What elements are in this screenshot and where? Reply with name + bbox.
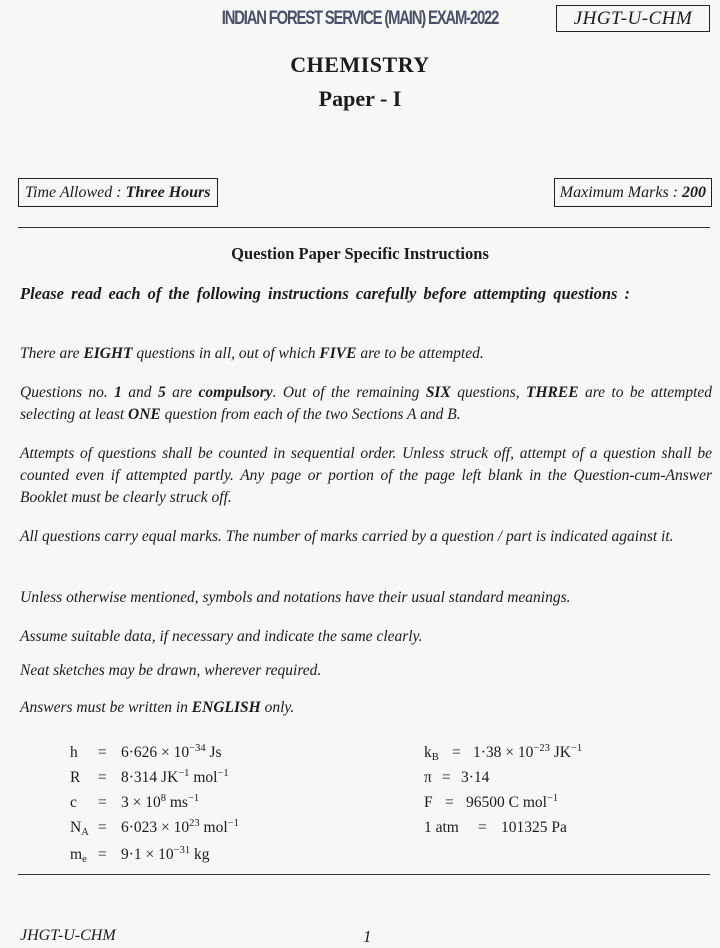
instruction-english: Answers must be written in ENGLISH only. xyxy=(20,699,295,716)
maximum-marks-box xyxy=(554,178,712,207)
divider-bottom xyxy=(18,874,710,875)
const-h-value: $6\cdot 626 \times 10^{-34}$ Js xyxy=(121,743,222,761)
const-pi-value: 3·14 xyxy=(461,769,490,786)
time-label: Time Allowed : xyxy=(25,184,126,201)
const-R-eq: = xyxy=(98,769,107,786)
instruction-notations: Unless otherwise mentioned, symbols and notations have their usual standard meanings. xyxy=(20,589,571,606)
time-value: Three Hours xyxy=(125,184,211,201)
const-h-symbol: h xyxy=(70,744,78,761)
const-F-symbol: F xyxy=(424,794,433,811)
const-c-symbol: c xyxy=(70,794,77,811)
instruction-compulsory: Questions no. 1 and 5 are compulsory. Out of the remaining SIX questions, THREE are to be attempted selecting at least ONE question from each of the two Sections A and B. xyxy=(20,384,713,423)
const-atm-symbol: 1 atm xyxy=(424,819,459,836)
instruction-sequential-order: Attempts of questions shall be counted in sequential order. Unless struck off, attempt of a question shall be counted even if attempted partly. Any page or portion of the page left blank in the Question-cum-Answer Booklet must be clearly struck off. xyxy=(20,445,712,506)
const-pi-symbol: π xyxy=(424,769,432,786)
page-number: 1 xyxy=(363,927,372,946)
const-R-symbol: R xyxy=(70,769,81,786)
divider-top xyxy=(18,227,710,228)
const-kB-eq: = xyxy=(452,744,461,761)
marks-label: Maximum Marks : xyxy=(559,184,682,201)
const-h-eq: = xyxy=(98,744,107,761)
const-F-value: 96500 C mol$^{-1}$ xyxy=(466,793,559,811)
paper-title: Paper - I xyxy=(318,86,402,111)
paper-code-box: JHGT-U-CHM xyxy=(556,5,710,32)
const-NA-eq: = xyxy=(98,819,107,836)
const-NA-symbol: $N_A$ xyxy=(70,819,89,838)
const-NA-value: $6\cdot 023 \times 10^{23}$ mol$^{-1}$ xyxy=(121,818,239,836)
const-c-eq: = xyxy=(98,794,107,811)
const-me-symbol: $m_e$ xyxy=(70,846,87,865)
instruction-eight-questions: There are EIGHT questions in all, out of which FIVE are to be attempted. xyxy=(20,345,484,362)
instruction-suitable-data: Assume suitable data, if necessary and indicate the same clearly. xyxy=(20,628,423,645)
footer-paper-code: JHGT-U-CHM xyxy=(20,927,116,944)
const-F-eq: = xyxy=(445,794,454,811)
instruction-sketches: Neat sketches may be drawn, wherever required. xyxy=(20,662,322,679)
const-kB-value: $1\cdot 38 \times 10^{-23}$ $JK^{-1}$ xyxy=(473,743,583,761)
const-c-value: $3 \times 10^8$ $ms^{-1}$ xyxy=(121,793,200,811)
const-atm-value: 101325 Pa xyxy=(501,819,567,836)
time-allowed-box xyxy=(18,178,218,207)
instructions-lead: Please read each of the following instructions carefully before attempting questions : xyxy=(20,284,631,303)
instructions-heading: Question Paper Specific Instructions xyxy=(231,244,489,263)
const-atm-eq: = xyxy=(478,819,487,836)
exam-title: INDIAN FOREST SERVICE (MAIN) EXAM-2022 xyxy=(221,8,499,29)
const-me-value: $9\cdot 1 \times 10^{-31}$ kg xyxy=(121,845,210,863)
const-R-value: 8·314 $JK^{-1}$ mol$^{-1}$ xyxy=(121,768,229,786)
subject-title: CHEMISTRY xyxy=(290,52,430,77)
marks-value: 200 xyxy=(682,184,706,201)
const-kB-symbol: $k_B$ xyxy=(424,744,439,763)
instruction-equal-marks: All questions carry equal marks. The number of marks carried by a question / part is indicated against it. xyxy=(20,528,674,545)
const-pi-eq: = xyxy=(442,769,451,786)
const-me-eq: = xyxy=(98,846,107,863)
